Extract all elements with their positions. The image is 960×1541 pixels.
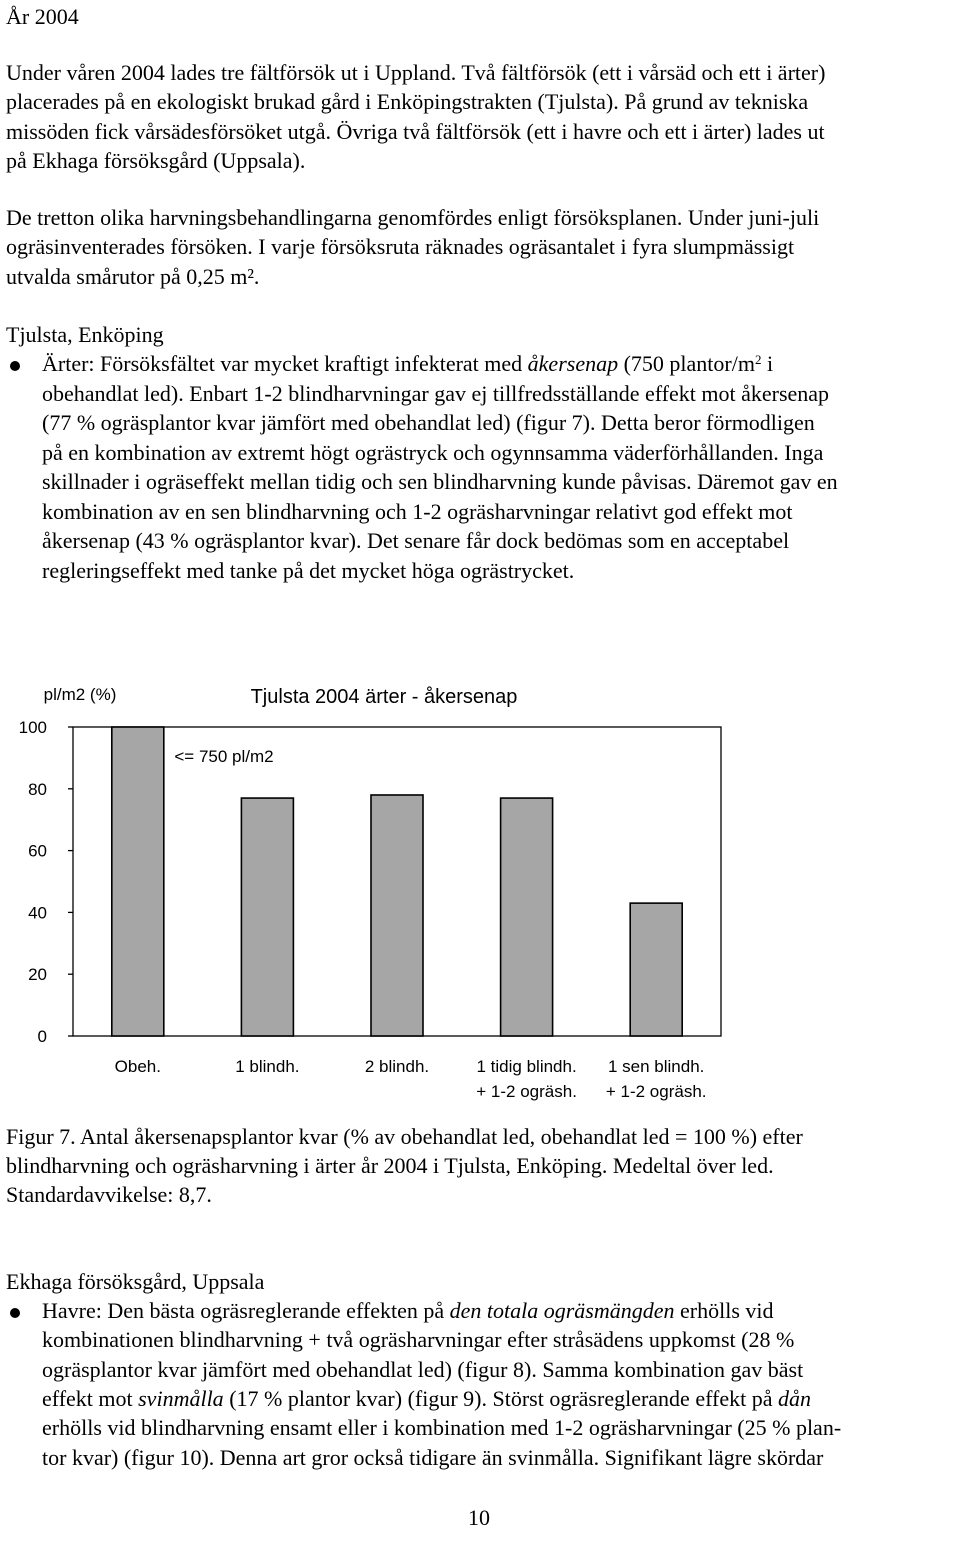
chart-annotation: <= 750 pl/m2 xyxy=(174,747,274,766)
text-line: skillnader i ogräseffekt mellan tidig och sen blindharvning kunde påvisas. Däremot gav en xyxy=(42,469,838,494)
text-line: kombination av en sen blindharvning och 1-2 ogräsharvningar relativt god effekt mot xyxy=(42,499,793,524)
bullet-icon xyxy=(10,1308,20,1318)
x-tick-label: 2 blindh. xyxy=(364,1057,430,1076)
y-tick-label: 80 xyxy=(28,779,47,799)
bar xyxy=(241,798,293,1036)
bullet-icon xyxy=(10,361,20,371)
text-line: ogräsinventerades försöken. I varje försöksruta räknades ogräsantalet i fyra slumpmässigt xyxy=(6,234,795,259)
text-line: utvalda smårutor på 0,25 m². xyxy=(6,264,260,289)
caption-line: blindharvning och ogräsharvning i ärter år 2004 i Tjulsta, Enköping. Medeltal över led. xyxy=(6,1153,774,1178)
caption-line: Figur 7. Antal åkersenapsplantor kvar (% av obehandlat led, obehandlat led = 100 %) efter xyxy=(6,1124,803,1149)
page-number: 10 xyxy=(468,1505,490,1530)
text-line: regleringseffekt med tanke på det mycket höga ogrästrycket. xyxy=(42,558,575,583)
bar xyxy=(371,795,423,1036)
text-line: kombinationen blindharvning + två ogräsharvningar efter stråsädens uppkomst (28 % xyxy=(42,1327,795,1352)
ekhaga-heading: Ekhaga försöksgård, Uppsala xyxy=(6,1269,265,1294)
text-line: missöden fick vårsädesförsöket utgå. Övriga två fältförsök (ett i havre och ett i ärter) lades ut xyxy=(6,119,825,144)
text-line: på Ekhaga försöksgård (Uppsala). xyxy=(6,148,306,173)
text-line: obehandlat led). Enbart 1-2 blindharvningar gav ej tillfredsställande effekt mot åkersenap xyxy=(42,381,830,406)
x-tick-label: + 1-2 ogräsh. xyxy=(605,1082,707,1101)
text-line: ogräsplantor kvar jämfört med obehandlat led) (figur 8). Samma kombination gav bäst xyxy=(42,1357,804,1382)
x-tick-label: + 1-2 ogräsh. xyxy=(476,1082,577,1101)
text-line: åkersenap (43 % ogräsplantor kvar). Det senare får dock bedömas som en acceptabel xyxy=(42,528,790,553)
text-line: De tretton olika harvningsbehandlingarna genomfördes enligt försöksplanen. Under juni-juli xyxy=(6,205,820,230)
bar xyxy=(630,903,682,1036)
text-line: tor kvar) (figur 10). Denna art gror också tidigare än svinmålla. Signifikant lägre skördar xyxy=(42,1445,824,1470)
x-tick-label: 1 sen blindh. xyxy=(607,1057,705,1076)
text-line: placerades på en ekologiskt brukad gård i Enköpingstrakten (Tjulsta). På grund av tekniska xyxy=(6,89,809,114)
text-line: Ärter: Försöksfältet var mycket kraftigt infekterat med åkersenap (750 plantor/$m^2$ i xyxy=(42,351,774,376)
caption-line: Standardavvikelse: 8,7. xyxy=(6,1182,212,1207)
y-tick-label: 0 xyxy=(37,1027,47,1046)
section-title: År 2004 xyxy=(6,4,79,29)
x-tick-label: 1 blindh. xyxy=(235,1057,300,1076)
x-tick-label: Obeh. xyxy=(114,1057,161,1076)
text-line: Under våren 2004 lades tre fältförsök ut i Uppland. Två fältförsök (ett i vårsäd och ett i ärter) xyxy=(6,60,826,85)
text-line: Havre: Den bästa ogräsreglerande effekten på den totala ogräsmängden erhölls vid xyxy=(42,1298,774,1323)
bar xyxy=(501,798,553,1036)
y-tick-label: 60 xyxy=(28,841,47,861)
bar-chart xyxy=(0,650,960,1110)
tjulsta-heading: Tjulsta, Enköping xyxy=(6,322,164,347)
y-axis-label: pl/m2 (%) xyxy=(43,685,117,704)
y-tick-label: 100 xyxy=(18,718,47,737)
x-tick-label: 1 tidig blindh. xyxy=(476,1057,577,1076)
text-line: (77 % ogräsplantor kvar jämfört med obehandlat led) (figur 7). Detta beror förmodligen xyxy=(42,410,815,435)
y-tick-label: 40 xyxy=(28,903,47,923)
text-line: på en kombination av extremt högt ogrästryck och ogynnsamma väderförhållanden. Inga xyxy=(42,440,824,465)
text-line: effekt mot svinmålla (17 % plantor kvar) (figur 9). Störst ogräsreglerande effekt på dån xyxy=(42,1386,811,1411)
chart-title: Tjulsta 2004 ärter - åkersenap xyxy=(250,686,518,708)
y-tick-label: 20 xyxy=(28,965,47,985)
text-line: erhölls vid blindharvning ensamt eller i kombination med 1-2 ogräsharvningar (25 % plan- xyxy=(42,1415,842,1440)
bar xyxy=(112,727,164,1036)
